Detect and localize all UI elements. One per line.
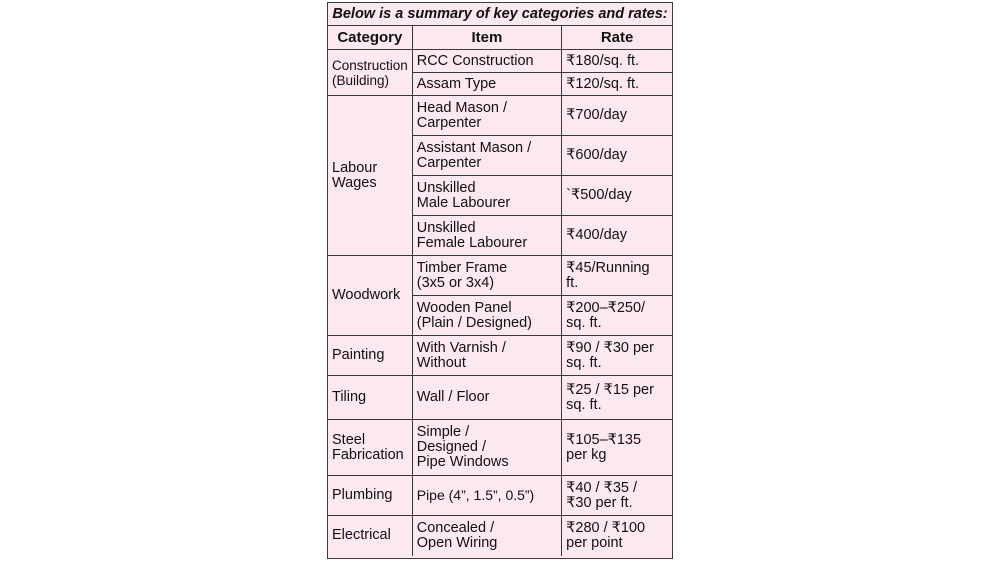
rate-cell: ₹45/Running ft. <box>562 256 672 296</box>
category-cell: Plumbing <box>328 476 412 516</box>
header-row <box>328 26 672 50</box>
item-cell: Unskilled Male Labourer <box>412 176 561 216</box>
table-row <box>328 516 672 556</box>
rates-summary-table <box>327 2 673 559</box>
rate-cell: ₹40 / ₹35 / ₹30 per ft. <box>562 476 672 516</box>
item-cell: Head Mason / Carpenter <box>412 96 561 136</box>
rate-cell: ₹600/day <box>562 136 672 176</box>
rate-cell: ₹280 / ₹100 per point <box>562 516 672 556</box>
item-cell: Unskilled Female Labourer <box>412 216 561 256</box>
category-cell: Labour Wages <box>328 96 412 256</box>
rate-cell: ₹180/sq. ft. <box>562 50 672 73</box>
category-cell: Tiling <box>328 376 412 420</box>
rate-cell: ₹200–₹250/ sq. ft. <box>562 296 672 336</box>
item-cell: With Varnish / Without <box>412 336 561 376</box>
table-row <box>328 96 672 136</box>
rate-cell: ₹90 / ₹30 per sq. ft. <box>562 336 672 376</box>
item-cell: Assam Type <box>412 73 561 96</box>
item-cell: Pipe (4”, 1.5”, 0.5”) <box>412 476 561 516</box>
table-row <box>328 376 672 420</box>
category-cell: Painting <box>328 336 412 376</box>
table-row <box>328 336 672 376</box>
category-cell: Woodwork <box>328 256 412 336</box>
rate-cell: `₹500/day <box>562 176 672 216</box>
table-row <box>328 50 672 73</box>
header-category: Category <box>328 26 412 50</box>
rate-cell: ₹25 / ₹15 per sq. ft. <box>562 376 672 420</box>
header-item: Item <box>412 26 561 50</box>
item-cell: Timber Frame (3x5 or 3x4) <box>412 256 561 296</box>
item-cell: Concealed / Open Wiring <box>412 516 561 556</box>
table-row <box>328 476 672 516</box>
rate-cell: ₹120/sq. ft. <box>562 73 672 96</box>
category-cell: Construction (Building) <box>328 50 412 96</box>
item-cell: Simple / Designed / Pipe Windows <box>412 420 561 476</box>
category-cell: Steel Fabrication <box>328 420 412 476</box>
title-row <box>328 3 672 26</box>
rate-cell: ₹400/day <box>562 216 672 256</box>
item-cell: Wall / Floor <box>412 376 561 420</box>
item-cell: RCC Construction <box>412 50 561 73</box>
table-title: Below is a summary of key categories and rates: <box>328 3 672 26</box>
item-cell: Assistant Mason / Carpenter <box>412 136 561 176</box>
rate-cell: ₹700/day <box>562 96 672 136</box>
category-cell: Electrical <box>328 516 412 556</box>
table-row <box>328 256 672 296</box>
item-cell: Wooden Panel (Plain / Designed) <box>412 296 561 336</box>
table-row <box>328 420 672 476</box>
rates-table <box>328 3 672 556</box>
rate-cell: ₹105–₹135 per kg <box>562 420 672 476</box>
header-rate: Rate <box>562 26 672 50</box>
